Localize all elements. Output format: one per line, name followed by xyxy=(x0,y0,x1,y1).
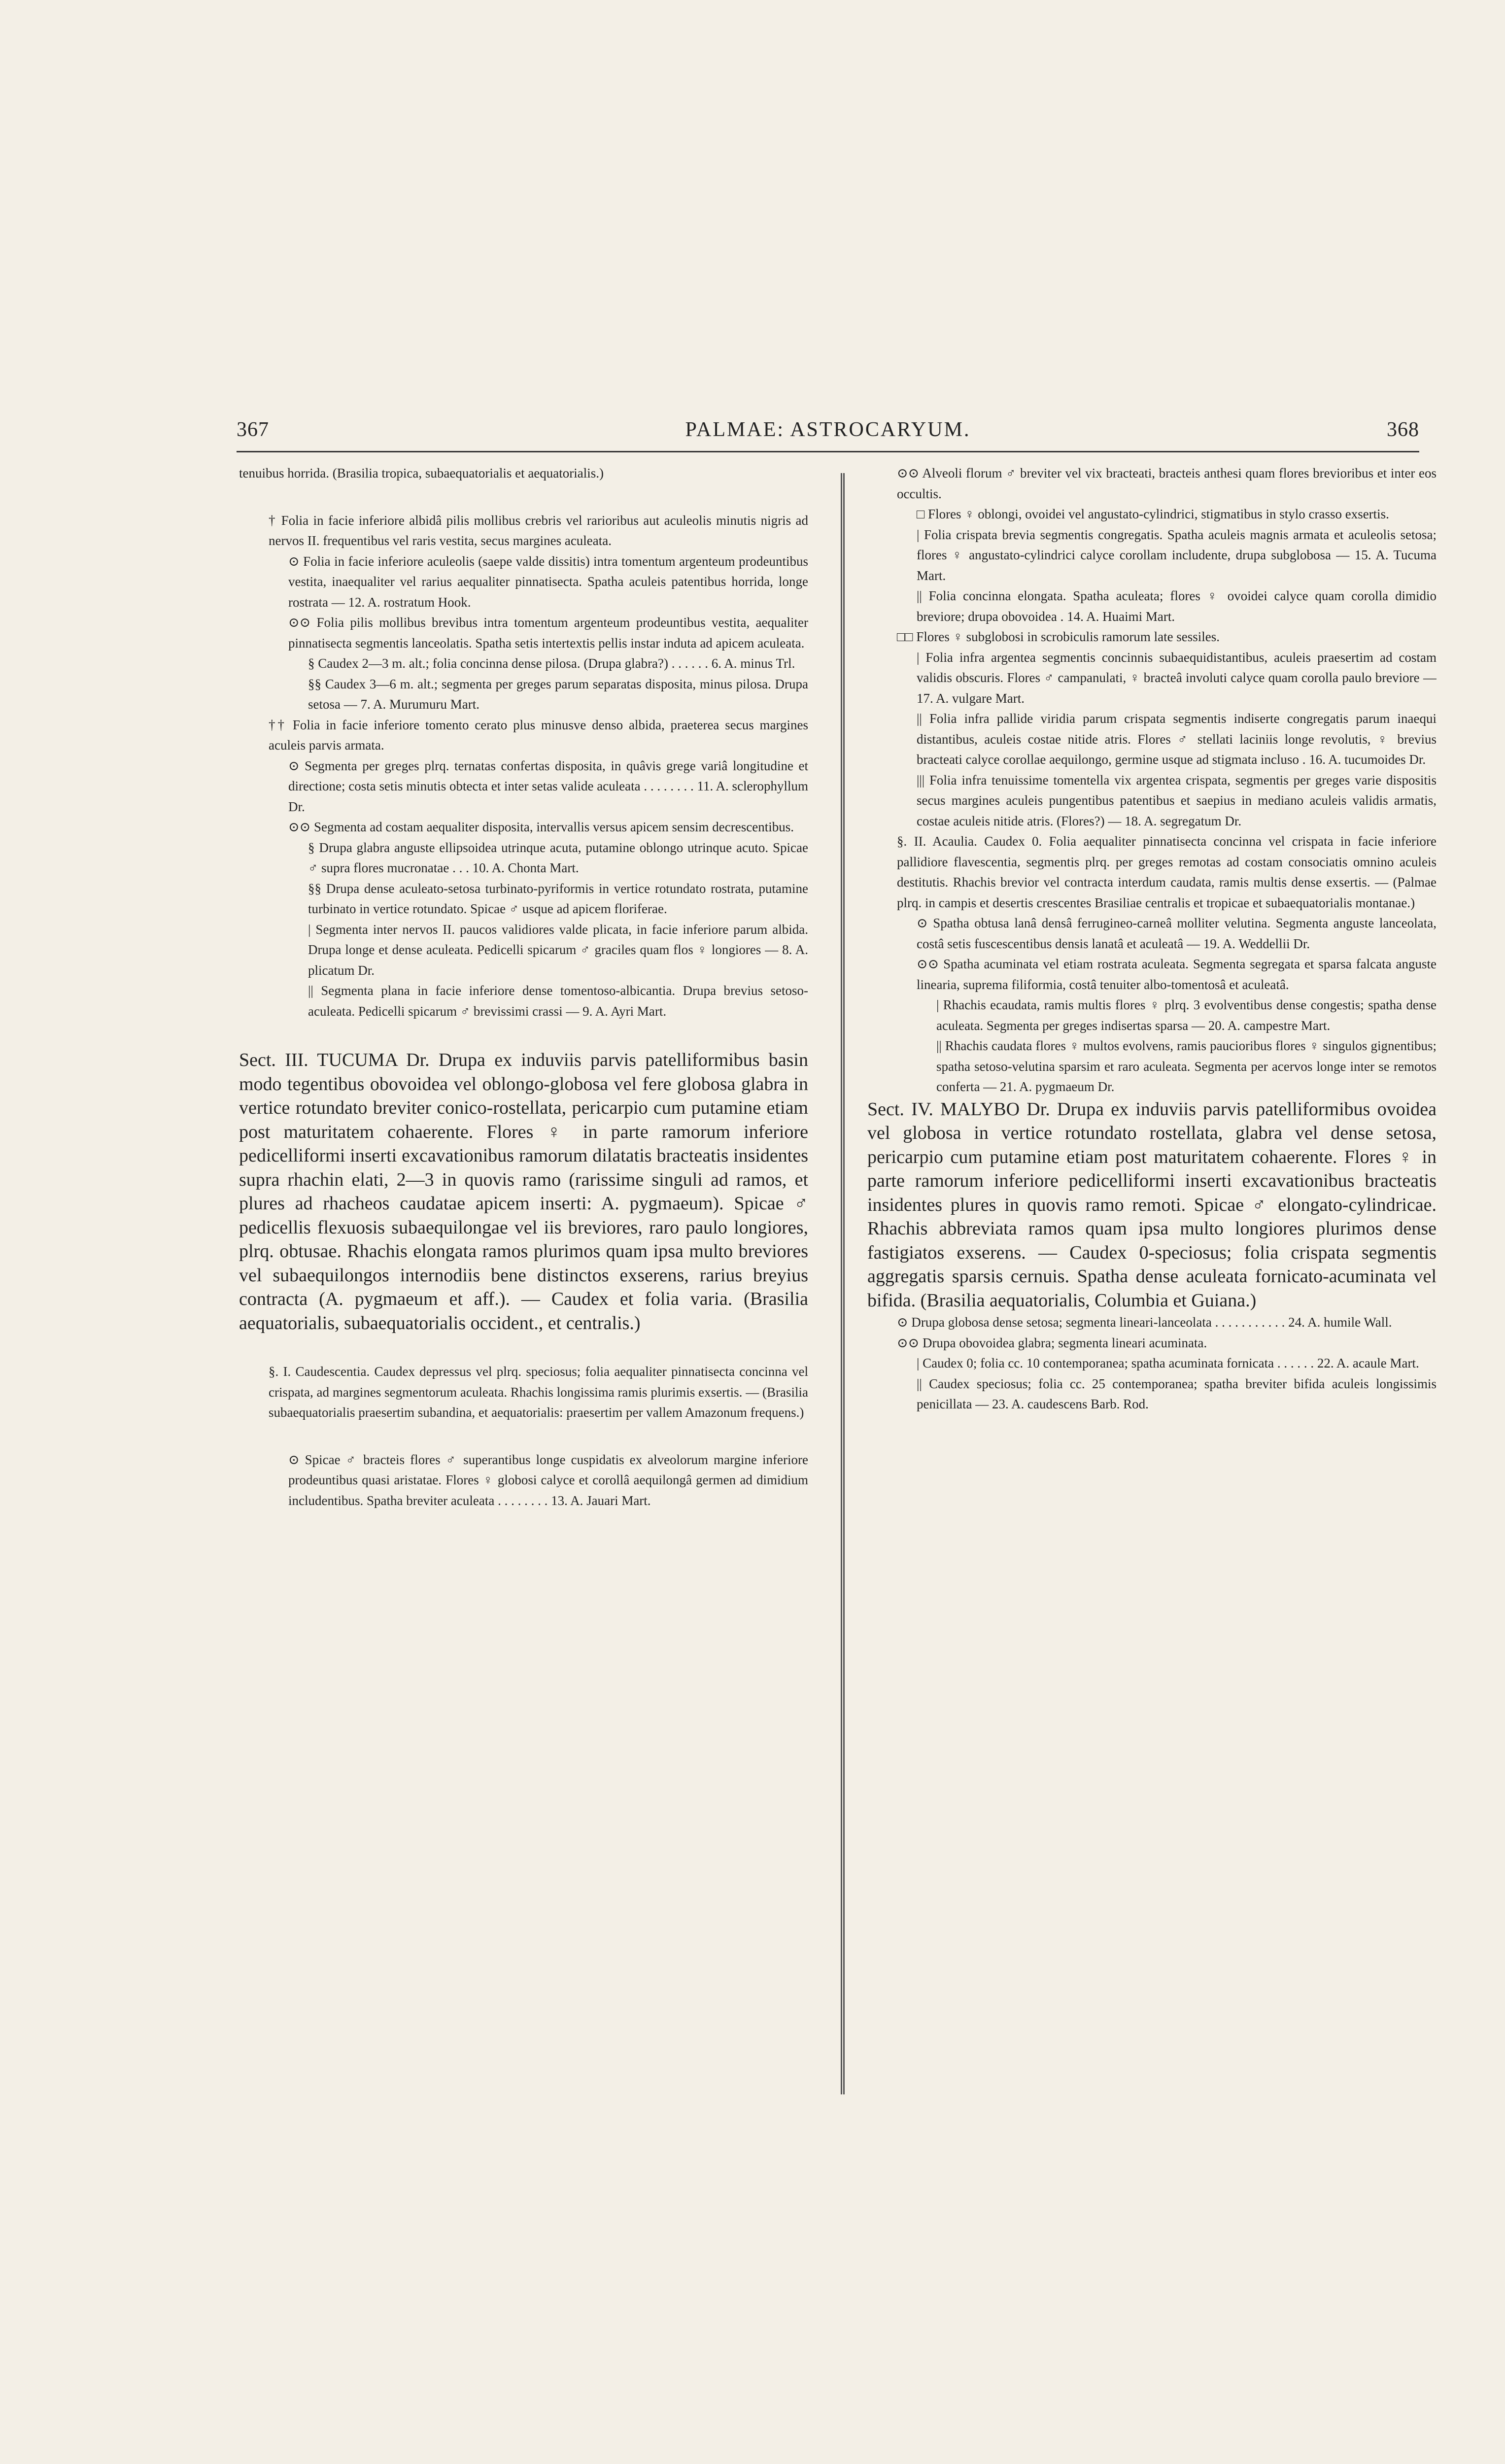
spacer xyxy=(239,1431,808,1442)
key-entry: || Folia infra pallide viridia parum crispata segmentis indiserte congregatis parum inaequi distantibus, aculeis costae nitide atris. Flores ♂ stellati laciniis longe revolutis, ♀ brevius bracteati calyce corollae aequilongo, germine usque ad stigmata incluso . 16. A. tucumoides Dr. xyxy=(917,711,1437,767)
key-entry: tenuibus horrida. (Brasilia tropica, subaequatorialis et aequatorialis.) xyxy=(239,466,604,480)
right-column xyxy=(867,463,1437,2104)
page-number-right: 368 xyxy=(1387,418,1419,441)
page-header xyxy=(237,418,1419,443)
key-entry: | Caudex 0; folia cc. 10 contemporanea; spatha acuminata fornicata . . . . . . 22. A. acaule Mart. xyxy=(917,1356,1419,1370)
section-paragraph: Sect. III. TUCUMA Dr. Drupa ex induviis parvis patelliformibus basin modo tegentibus obovoidea vel oblongo-globosa vel fere globosa glabra in vertice rotundato breviter conico-rostellata, pericarpio cum putamine etiam post maturitatem cohaerente. Flores ♀ in parte ramorum inferiore pedicelliformi inserti excavationibus ramorum dilatatis bracteatis insidentes supra rhachin elati, 2—3 in quovis ramo (rarissime singuli ad ramos, et plures ad rhacheos caudatae apicem inserti: A. pygmaeum). Spicae ♂ pedicellis flexuosis subaequilongae vel iis breviores, raro paulo longiores, plrq. obtusae. Rhachis elongata ramos plurimos quam ipsa multo breviores vel subaequilongos internodiis bene distinctos exserens, rarius breyius contracta (A. pygmaeum et aff.). — Caudex et folia varia. (Brasilia aequatorialis, subaequatorialis occident., et centralis.) xyxy=(239,1050,808,1334)
spacer xyxy=(239,1029,808,1040)
key-entry: ⊙ Drupa globosa dense setosa; segmenta lineari-lanceolata . . . . . . . . . . . 24. A. humile Wall. xyxy=(897,1315,1392,1330)
key-entry: ||| Folia infra tenuissime tomentella vix argentea crispata, segmentis per greges varie dispositis secus margines aculeis pungentibus patentibus et saepius in mediano aculeis validis armatis, costae aculeis nitide atris. (Flores?) — 18. A. segregatum Dr. xyxy=(917,772,1437,828)
key-entry: §. I. Caudescentia. Caudex depressus vel plrq. speciosus; folia aequaliter pinnatisecta concinna vel crispata, ad margines segmentorum aculeata. Rhachis longissima ramis plurimis exsertis. — (Brasilia subaequatorialis praesertim subandina, et aequatorialis: praesertim per vallem Amazonum frequens.) xyxy=(269,1364,808,1420)
column-divider xyxy=(841,473,845,2094)
page-number-left: 367 xyxy=(237,418,269,441)
header-rule xyxy=(237,451,1419,452)
key-entry: □□ Flores ♀ subglobosi in scrobiculis ramorum late sessiles. xyxy=(897,629,1220,644)
key-entry: || Caudex speciosus; folia cc. 25 contemporanea; spatha breviter bifida aculeis longissimis penicillata — 23. A. caudescens Barb. Rod. xyxy=(917,1376,1437,1411)
key-entry: □ Flores ♀ oblongi, ovoidei vel angustato-cylindrici, stigmatibus in stylo crasso exsertis. xyxy=(917,507,1389,521)
spacer xyxy=(239,492,808,503)
left-column xyxy=(239,463,808,2104)
key-entry: || Folia concinna elongata. Spatha aculeata; flores ♀ ovoidei calyce quam corolla dimidio breviore; drupa obovoidea . 14. A. Huaimi Mart. xyxy=(917,588,1437,624)
key-entry: ⊙⊙ Segmenta ad costam aequaliter disposita, intervallis versus apicem sensim decrescentibus. xyxy=(288,820,794,834)
key-entry: ⊙ Spicae ♂ bracteis flores ♂ superantibus longe cuspidatis ex alveolorum margine inferiore prodeuntibus quasi aristatae. Flores ♀ globosi calyce et corollâ aequilongâ germen ad dimidium includentibus. Spatha breviter aculeata . . . . . . . . 13. A. Jauari Mart. xyxy=(288,1452,808,1508)
key-entry: | Segmenta inter nervos II. paucos validiores valde plicata, in facie inferiore parum albida. Drupa longe et dense aculeata. Pedicelli spicarum ♂ graciles quam flos ♀ longiores — 8. A. plicatum Dr. xyxy=(308,922,808,978)
key-entry: § Caudex 2—3 m. alt.; folia concinna dense pilosa. (Drupa glabra?) . . . . . . 6. A. minus Trl. xyxy=(308,656,795,671)
key-entry: §§ Caudex 3—6 m. alt.; segmenta per greges parum separatas disposita, minus pilosa. Drupa setosa — 7. A. Murumuru Mart. xyxy=(308,676,808,712)
key-entry: †† Folia in facie inferiore tomento cerato plus minusve denso albida, praeterea secus margines aculeis parvis armata. xyxy=(269,717,808,753)
key-entry: || Segmenta plana in facie inferiore dense tomentoso-albicantia. Drupa brevius setoso-aculeata. Pedicelli spicarum ♂ brevissimi crassi — 9. A. Ayri Mart. xyxy=(308,983,808,1019)
key-entry: | Folia infra argentea segmentis concinnis subaequidistantibus, aculeis praesertim ad costam validis obscuris. Flores ♂ campanulati, ♀ bracteâ involuti calyce quam corolla paulo breviore — 17. A. vulgare Mart. xyxy=(917,650,1437,706)
key-entry: §§ Drupa dense aculeato-setosa turbinato-pyriformis in vertice rotundato rostrata, putamine turbinato in vertice rotundato. Spicae ♂ usque ad apicem floriferae. xyxy=(308,881,808,916)
key-entry: | Rhachis ecaudata, ramis multis flores ♀ plrq. 3 evolventibus dense congestis; spatha dense aculeata. Segmenta per greges indisertas sparsa — 20. A. campestre Mart. xyxy=(936,997,1437,1033)
key-entry: §. II. Acaulia. Caudex 0. Folia aequaliter pinnatisecta concinna vel crispata in facie inferiore pallidiore flavescentia, segmentis plrq. per greges remotas ad costam consociatis omnino aculeis destitutis. Rhachis brevior vel contracta interdum caudata, ramis multis dense exsertis. — (Palmae plrq. in campis et desertis crescentes Brasiliae centralis et tropicae et subaequatorialis montanae.) xyxy=(897,834,1437,910)
key-entry: ⊙⊙ Drupa obovoidea glabra; segmenta lineari acuminata. xyxy=(897,1335,1207,1350)
key-entry: ⊙⊙ Folia pilis mollibus brevibus intra tomentum argenteum prodeuntibus vestita, aequaliter pinnatisecta segmentis lanceolatis. Spatha setis intertextis pellis instar induta ad apicem aculeata. xyxy=(288,615,808,650)
key-entry: ⊙ Spatha obtusa lanâ densâ ferrugineo-carneâ molliter velutina. Segmenta anguste lanceolata, costâ setis fuscescentibus densis lanatâ et aculeatâ — 19. A. Weddellii Dr. xyxy=(917,916,1437,951)
section-paragraph: Sect. IV. MALYBO Dr. Drupa ex induviis parvis patelliformibus ovoidea vel globosa in vertice rotundato rostellata, glabra vel dense setosa, pericarpio cum putamine etiam post maturitatem cohaerente. Flores ♀ in parte ramorum inferiore pedicelliformi inserti excavationibus bracteatis insidentes plures in quovis ramo remoti. Spicae ♂ elongato-cylindricae. Rhachis abbreviata ramos quam ipsa multo longiores plurimos dense fastigiatos exserens. — Caudex 0-speciosus; folia crispata segmentis aggregatis sparsis cernuis. Spatha dense aculeata fornicato-acuminata vel bifida. (Brasilia aequatorialis, Columbia et Guiana.) xyxy=(867,1098,1437,1311)
key-entry: ⊙⊙ Alveoli florum ♂ breviter vel vix bracteati, bracteis anthesi quam flores brevioribus et inter eos occultis. xyxy=(897,466,1437,501)
key-entry: || Rhachis caudata flores ♀ multos evolvens, ramis paucioribus flores ♀ singulos gignentibus; spatha setoso-velutina sparsim et raro aculeata. Segmenta per acervos longe inter se remotos conferta — 21. A. pygmaeum Dr. xyxy=(936,1038,1437,1094)
key-entry: † Folia in facie inferiore albidâ pilis mollibus crebris vel rarioribus aut aculeolis minutis nigris ad nervos II. frequentibus vel raris vestita, secus margines aculeata. xyxy=(269,513,808,548)
spacer xyxy=(239,1343,808,1354)
key-entry: ⊙ Segmenta per greges plrq. ternatas confertas disposita, in quâvis grege variâ longitudine et directione; costa setis minutis obtecta et inter setas valide aculeata . . . . . . . . 11. A. sclerophyllum Dr. xyxy=(288,758,808,814)
running-title: PALMAE: ASTROCARYUM. xyxy=(685,418,971,441)
key-entry: § Drupa glabra anguste ellipsoidea utrinque acuta, putamine oblongo utrinque acuto. Spicae ♂ supra flores mucronatae . . . 10. A. Chonta Mart. xyxy=(308,840,808,875)
key-entry: | Folia crispata brevia segmentis congregatis. Spatha aculeis magnis armata et aculeolis setosa; flores ♀ angustato-cylindrici calyce corollam includente, drupa subglobosa — 15. A. Tucuma Mart. xyxy=(917,527,1437,583)
key-entry: ⊙⊙ Spatha acuminata vel etiam rostrata aculeata. Segmenta segregata et sparsa falcata anguste linearia, suprema filiformia, costâ tenuiter albo-tomentosâ et aculeatâ. xyxy=(917,957,1437,992)
key-entry: ⊙ Folia in facie inferiore aculeolis (saepe valde dissitis) intra tomentum argenteum prodeuntibus vestita, inaequaliter vel rarius aequaliter pinnatisecta. Spatha aculeis patentibus horrida, longe rostrata — 12. A. rostratum Hook. xyxy=(288,553,808,610)
